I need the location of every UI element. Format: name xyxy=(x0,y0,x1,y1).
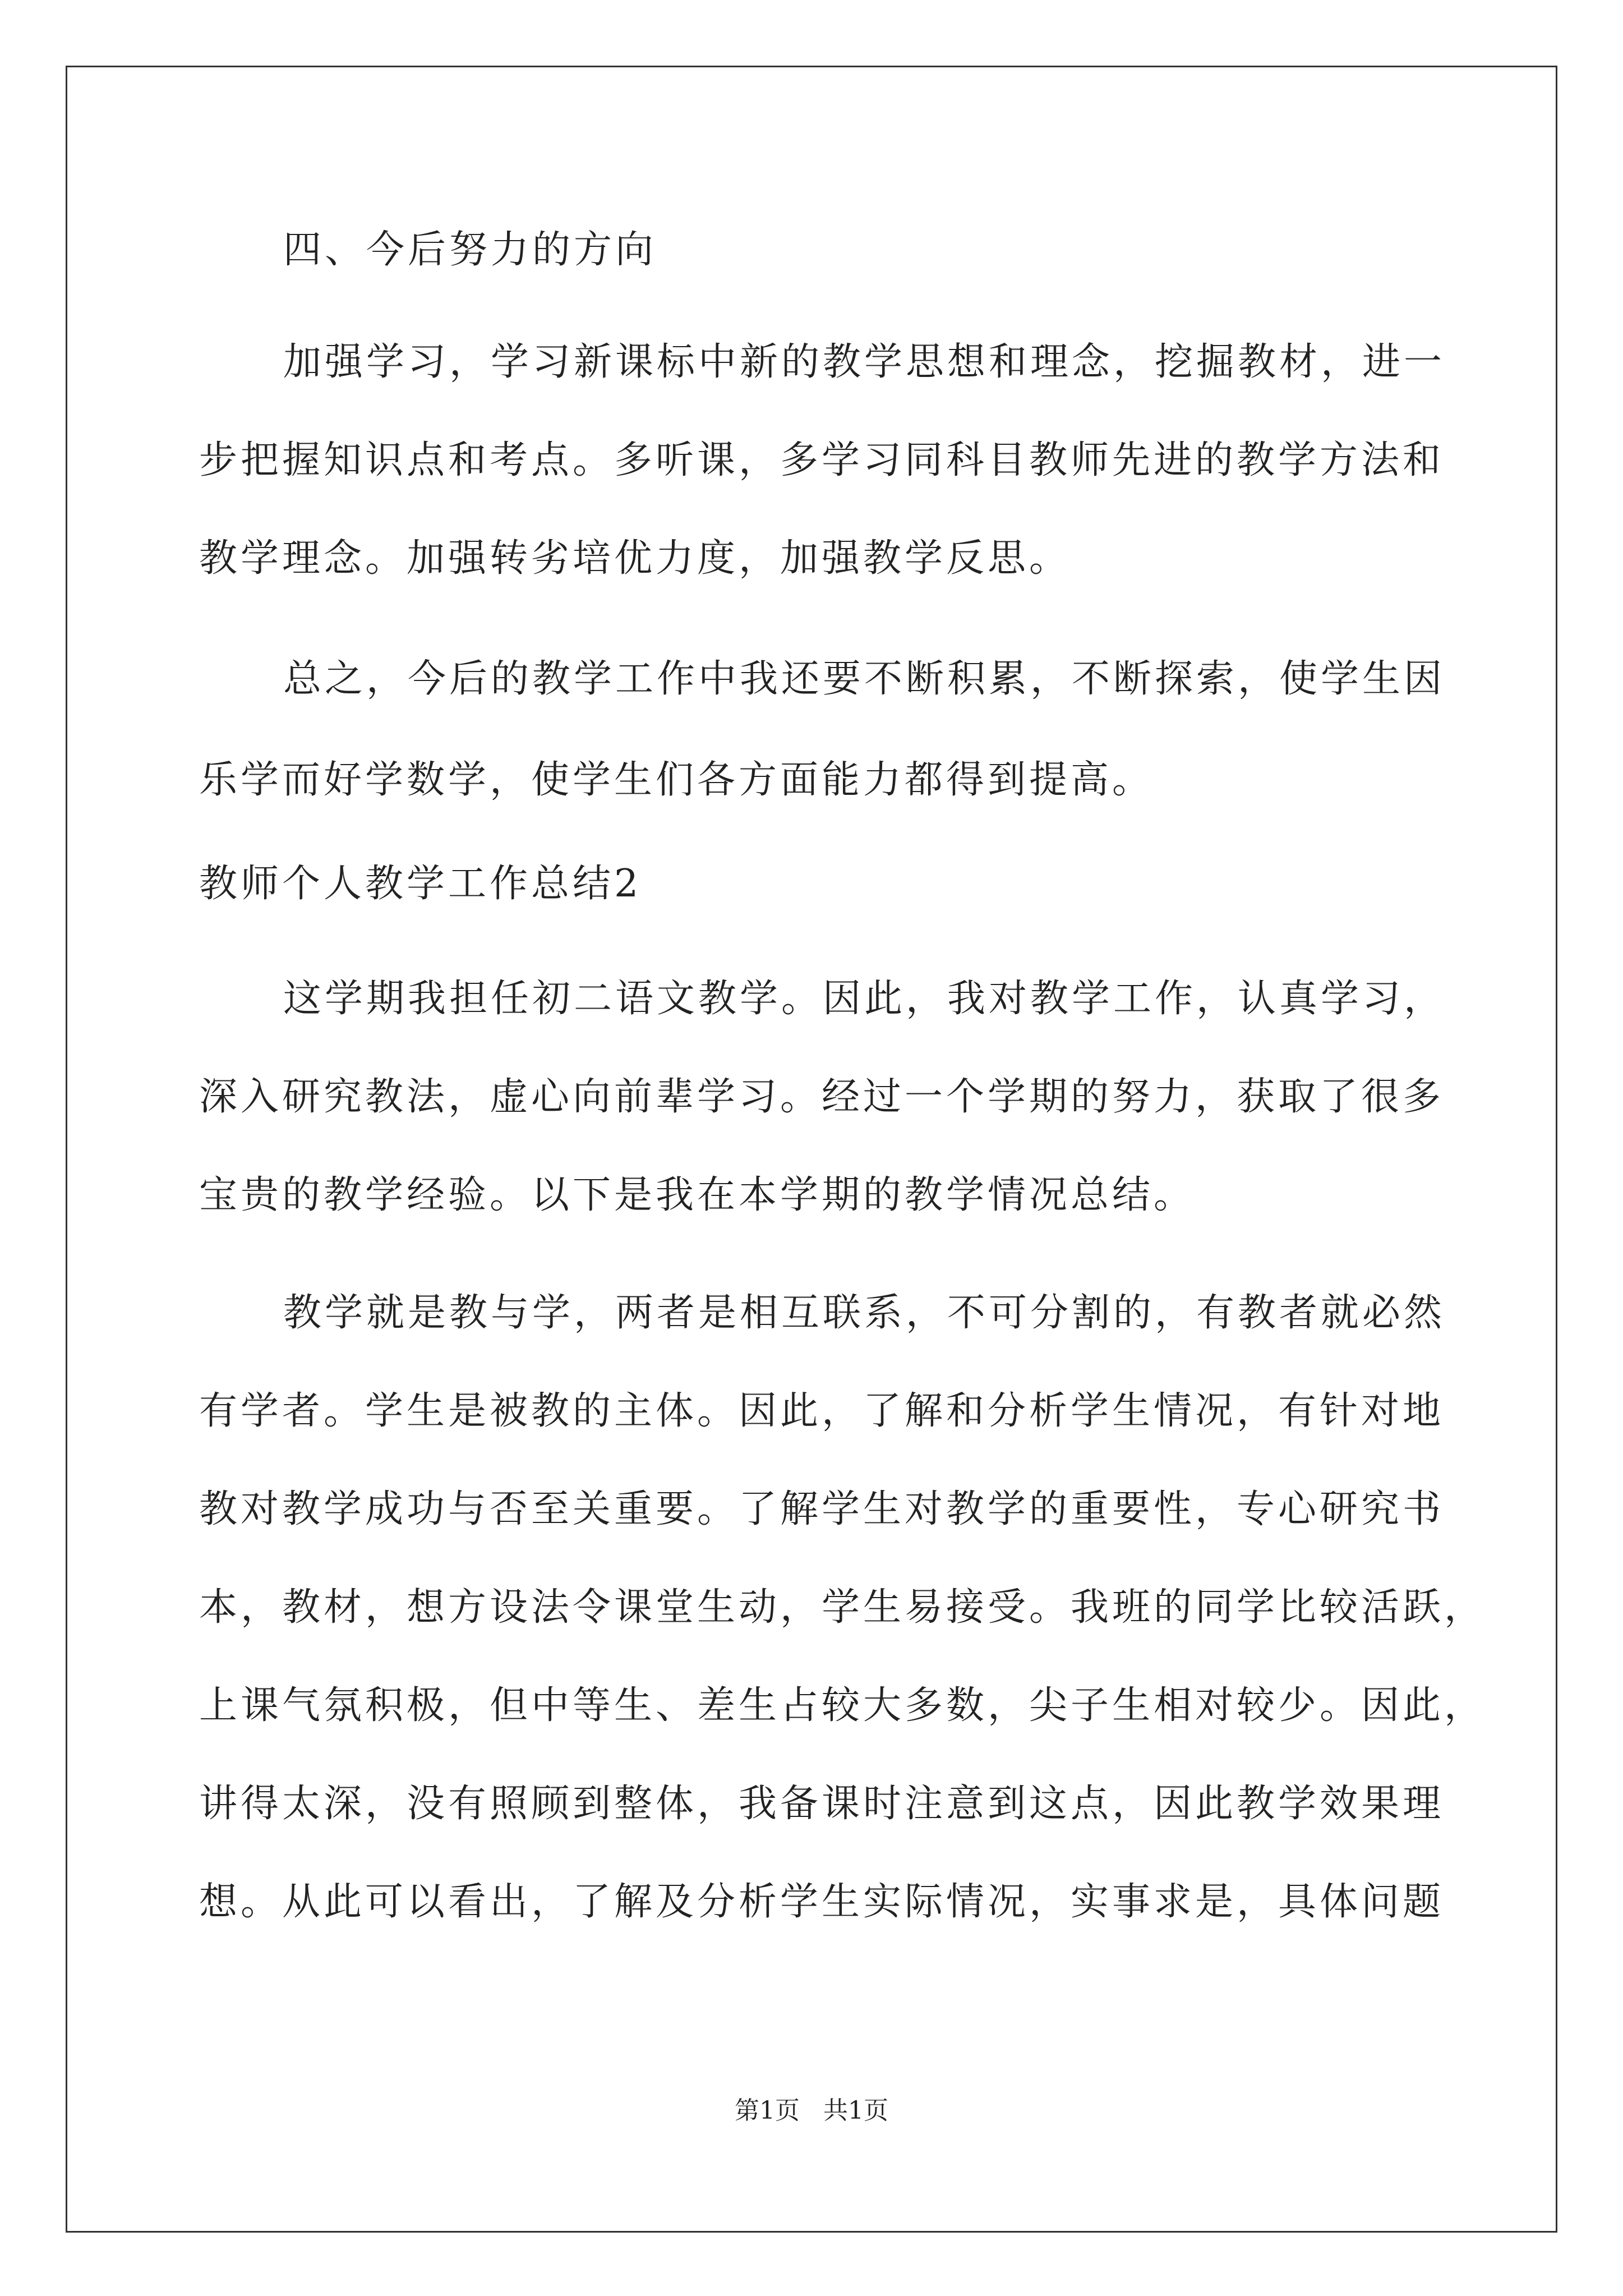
paragraph-line: 乐学而好学数学，使学生们各方面能力都得到提高。 xyxy=(199,758,1154,802)
paragraph-line: 上课气氛积极，但中等生、差生占较大多数，尖子生相对较少。因此， xyxy=(199,1683,1486,1728)
article-title: 教师个人教学工作总结2 xyxy=(199,862,642,906)
paragraph-line: 讲得太深，没有照顾到整体，我备课时注意到这点，因此教学效果理 xyxy=(199,1782,1445,1826)
paragraph-line: 加强学习，学习新课标中新的教学思想和理念，挖掘教材，进一 xyxy=(283,340,1446,384)
paragraph-line: 有学者。学生是被教的主体。因此，了解和分析学生情况，有针对地 xyxy=(199,1389,1445,1433)
paragraph-line: 步把握知识点和考点。多听课，多学习同科目教师先进的教学方法和 xyxy=(199,438,1445,482)
paragraph-line: 这学期我担任初二语文教学。因此，我对教学工作，认真学习， xyxy=(283,977,1446,1021)
paragraph-line: 教学理念。加强转劣培优力度，加强教学反思。 xyxy=(199,536,1071,581)
section-heading: 四、今后努力的方向 xyxy=(283,228,657,272)
page-number-footer: 第1页 共1页 xyxy=(735,2096,888,2125)
paragraph-line: 总之，今后的教学工作中我还要不断积累，不断探索，使学生因 xyxy=(283,657,1446,701)
paragraph-line: 深入研究教法，虚心向前辈学习。经过一个学期的努力，获取了很多 xyxy=(199,1075,1445,1119)
paragraph-line: 教学就是教与学，两者是相互联系，不可分割的，有教者就必然 xyxy=(283,1291,1446,1335)
paragraph-line: 教对教学成功与否至关重要。了解学生对教学的重要性，专心研究书 xyxy=(199,1487,1445,1531)
paragraph-line: 宝贵的教学经验。以下是我在本学期的教学情况总结。 xyxy=(199,1173,1196,1217)
paragraph-line: 想。从此可以看出，了解及分析学生实际情况，实事求是，具体问题 xyxy=(199,1880,1445,1924)
paragraph-line: 本，教材，想方设法令课堂生动，学生易接受。我班的同学比较活跃， xyxy=(199,1585,1486,1630)
